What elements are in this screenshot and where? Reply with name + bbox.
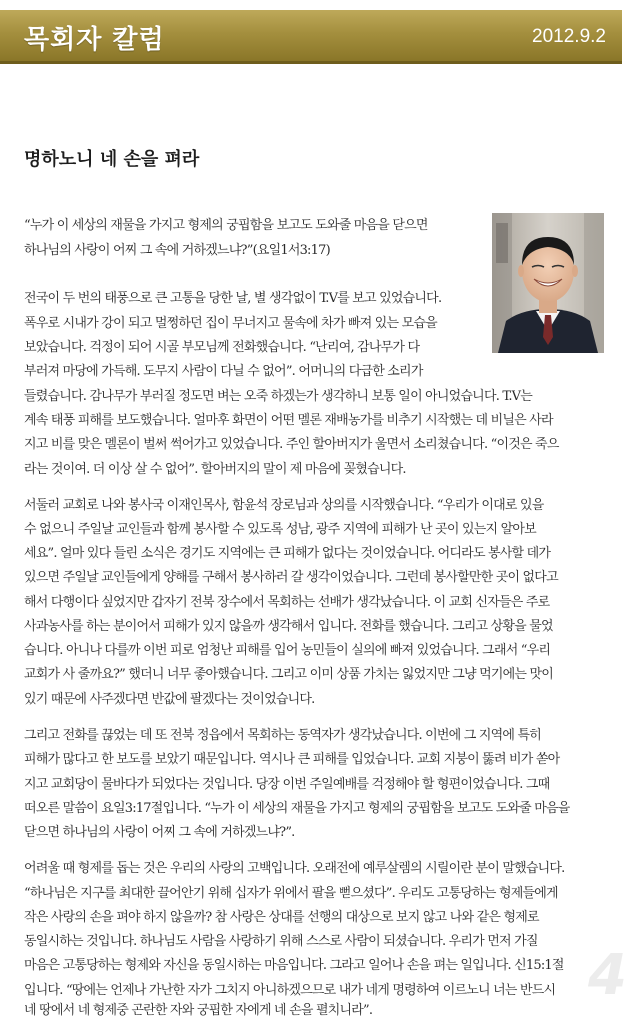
text-line: 폭우로 시내가 강이 되고 멀쩡하던 집이 무너지고 물속에 차가 빠져 있는 모습을	[24, 316, 437, 331]
text-line: 어려울 때 형제를 돕는 것은 우리의 사랑의 고백입니다. 오래전에 예루살렘의 시릴이란 분이 말했습니다.	[24, 861, 565, 876]
text-line: 부러져 마당에 가득해. 도무지 사람이 다닐 수 없어”. 어머니의 다급한 소리가	[24, 364, 423, 379]
column-header	[0, 10, 622, 64]
text-line: “누가 이 세상의 재물을 가지고 형제의 궁핍함을 보고도 도와줄 마음을 닫으면	[24, 218, 428, 233]
text-line: 네 땅에서 네 형제중 곤란한 자와 궁핍한 자에게 네 손을 펼치니라”.	[24, 1003, 373, 1018]
text-line: 서둘러 교회로 나와 봉사국 이재인목사, 함윤석 장로님과 상의를 시작했습니다. “우리가 이대로 있을	[24, 498, 544, 513]
text-line: 라는 것이여. 더 이상 살 수 없어”. 할아버지의 말이 제 마음에 꽂혔습니다.	[24, 462, 406, 477]
text-line: 떠오른 말씀이 요일3:17절입니다. “누가 이 세상의 재물을 가지고 형제의 궁핍함을 보고도 도와줄 마음을	[24, 801, 570, 816]
page-number: 4	[588, 943, 627, 1008]
text-line: “하나님은 지구를 최대한 끌어안기 위해 십자가 위에서 팔을 뻗으셨다”. 우리도 고통당하는 형제들에게	[24, 886, 558, 901]
text-line: 지고 교회당이 물바다가 되었다는 것입니다. 당장 이번 주일예배를 걱정해야 할 형편이었습니다. 그때	[24, 777, 550, 792]
text-line: 동일시하는 것입니다. 하나님도 사람을 사랑하기 위해 스스로 사람이 되셨습니다. 우리가 먼저 가질	[24, 934, 538, 949]
text-line: 보았습니다. 걱정이 되어 시골 부모님께 전화했습니다. “난리여, 감나무가 다	[24, 340, 420, 355]
text-line: 작은 사랑의 손을 펴야 하지 않을까? 참 사랑은 상대를 선행의 대상으로 보지 않고 나와 같은 형제로	[24, 910, 539, 925]
text-line: 닫으면 하나님의 사랑이 어찌 그 속에 거하겠느냐?”.	[24, 825, 295, 840]
text-line: 있으면 주일날 교인들에게 양해를 구해서 봉사하러 갈 생각이었습니다. 그런데 봉사할만한 곳이 없다고	[24, 570, 558, 585]
text-line: 해서 다행이다 싶었지만 갑자기 전북 장수에서 목회하는 선배가 생각났습니다. 이 교회 신자들은 주로	[24, 595, 550, 610]
text-line: 세요”. 얼마 있다 들린 소식은 경기도 지역에는 큰 피해가 없다는 것이었습니다. 어디라도 봉사할 데가	[24, 546, 551, 561]
text-line: 교회가 사 줄까요?” 했더니 너무 좋아했습니다. 그리고 이미 상품 가치는 잃었지만 그냥 먹기에는 맛이	[24, 667, 553, 682]
text-line: 마음은 고통당하는 형제와 자신을 동일시하는 마음입니다. 그라고 일어나 손을 펴는 일입니다. 신15:1절	[24, 958, 564, 973]
text-line: 입니다. “땅에는 언제나 가난한 자가 그치지 아니하겠으므로 내가 네게 명령하여 이르노니 너는 반드시	[24, 983, 556, 998]
text-line: 사과농사를 하는 분이어서 피해가 있지 않을까 생각해서 입니다. 전화를 했습니다. 그리고 상황을 물었	[24, 619, 553, 634]
text-line: 그리고 전화를 끊었는 데 또 전북 정읍에서 목회하는 동역자가 생각났습니다. 이번에 그 지역에 특히	[24, 728, 541, 743]
text-line: 전국이 두 번의 태풍으로 큰 고통을 당한 날, 별 생각없이 T.V를 보고 있었습니다.	[24, 291, 442, 306]
text-line: 피해가 많다고 한 보도를 보았기 때문입니다. 역시나 큰 피해를 입었습니다. 교회 지붕이 뚫려 비가 쏟아	[24, 752, 560, 767]
text-line: 있기 때문에 사주겠다면 반값에 팔겠다는 것이었습니다.	[24, 692, 315, 707]
column-title: 목회자 칼럼	[24, 25, 165, 55]
pastor-portrait	[492, 213, 604, 353]
article-title: 명하노니 네 손을 펴라	[24, 149, 200, 170]
text-line: 지고 비를 맞은 멜론이 벌써 썩어가고 있었습니다. 주인 할아버지가 울면서 소리쳤습니다. “이것은 죽으	[24, 437, 559, 452]
text-line: 하나님의 사랑이 어찌 그 속에 거하겠느냐?”(요일1서3:17)	[24, 243, 330, 258]
column-date: 2012.9.2	[532, 26, 606, 47]
text-line: 들렸습니다. 감나무가 부러질 정도면 벼는 오죽 하겠는가 생각하니 보통 일이 아니었습니다. T.V는	[24, 389, 533, 404]
text-line: 수 없으니 주일날 교인들과 함께 봉사할 수 있도록 성남, 광주 지역에 피해가 난 곳이 있는지 알아보	[24, 522, 536, 537]
text-line: 계속 태풍 피해를 보도했습니다. 얼마후 화면이 어떤 멜론 재배농가를 비추기 시작했는 데 비닐은 사라	[24, 413, 553, 428]
text-line: 습니다. 아니나 다를까 이번 피로 엄청난 피해를 입어 농민들이 실의에 빠져 있었습니다. 그래서 “우리	[24, 643, 551, 658]
